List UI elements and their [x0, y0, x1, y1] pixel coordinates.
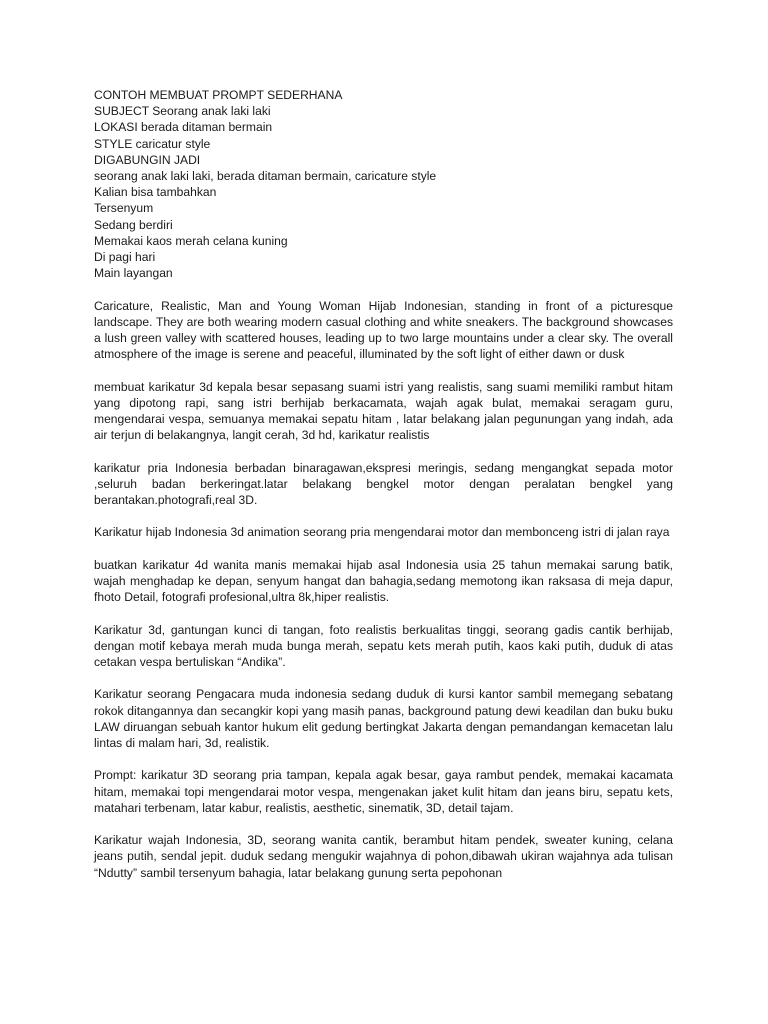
- prompt-paragraph: karikatur pria Indonesia berbadan binaragawan,ekspresi meringis, sedang mengangkat sepada motor ,seluruh badan berkeringat.latar belakang bengkel motor dengan peralatan bengkel yang berantakan.photografi,real 3D.: [94, 460, 673, 508]
- prompt-paragraph: buatkan karikatur 4d wanita manis memakai hijab asal Indonesia usia 25 tahun memakai sarung batik, wajah menghadap ke depan, senyum hangat dan bahagia,sedang memotong ikan raksasa di meja dapur, fhoto Detail, fotografi profesional,ultra 8k,hiper realistis.: [94, 557, 673, 605]
- intro-line: Sedang berdiri: [94, 217, 173, 232]
- intro-line: CONTOH MEMBUAT PROMPT SEDERHANA: [94, 88, 343, 102]
- intro-line: Di pagi hari: [94, 250, 156, 265]
- intro-line: SUBJECT Seorang anak laki laki: [94, 104, 271, 119]
- prompt-paragraph: Karikatur hijab Indonesia 3d animation seorang pria mengendarai motor dan membonceng istri di jalan raya: [94, 525, 670, 540]
- intro-line: DIGABUNGIN JADI: [94, 152, 201, 167]
- intro-line: Memakai kaos merah celana kuning: [94, 233, 288, 248]
- intro-line: Tersenyum: [94, 201, 154, 216]
- prompt-paragraph: membuat karikatur 3d kepala besar sepasang suami istri yang realistis, sang suami memiliki rambut hitam yang dipotong rapi, sang istri berhijab berkacamata, wajah agak bulat, memakai seragam guru, mengendarai vespa, semuanya memakai sepatu hitam , latar belakang jalan pegunungan yang indah, ada air terjun di belakangnya, langit cerah, 3d hd, karikatur realistis: [94, 379, 673, 443]
- intro-line: Main layangan: [94, 266, 173, 281]
- prompt-paragraph: Karikatur wajah Indonesia, 3D, seorang wanita cantik, berambut hitam pendek, sweater kuning, celana jeans putih, sendal jepit. duduk sedang mengukir wajahnya di pohon,dibawah ukiran wajahnya ada tulisan “Ndutty” sambil tersenyum bahagia, latar belakang gunung serta pepohonan: [94, 833, 673, 880]
- intro-line: seorang anak laki laki, berada ditaman bermain, caricature style: [94, 169, 437, 184]
- prompt-paragraph: Prompt: karikatur 3D seorang pria tampan, kepala agak besar, gaya rambut pendek, memakai kacamata hitam, memakai topi mengendarai motor vespa, mengenakan jaket kulit hitam dan jeans biru, sepatu kets, matahari terbenam, latar kabur, realistis, aesthetic, sinematik, 3D, detail tajam.: [94, 768, 673, 815]
- document-body: [94, 87, 673, 881]
- prompt-paragraph: Karikatur 3d, gantungan kunci di tangan, foto realistis berkualitas tinggi, seorang gadis cantik berhijab, dengan motif kebaya merah muda bunga merah, sepatu kets merah putih, kaos kaki putih, duduk di atas cetakan vespa bertuliskan “Andika”.: [94, 622, 673, 670]
- prompt-paragraph: Caricature, Realistic, Man and Young Woman Hijab Indonesian, standing in front of a picturesque landscape. They are both wearing modern casual clothing and white sneakers. The background showcases a lush green valley with scattered houses, leading up to two large mountains under a clear sky. The overall atmosphere of the image is serene and peaceful, illuminated by the soft light of either dawn or dusk: [94, 298, 673, 362]
- intro-line: LOKASI berada ditaman bermain: [94, 120, 273, 135]
- intro-line: STYLE caricatur style: [94, 136, 211, 151]
- prompt-paragraph: Karikatur seorang Pengacara muda indonesia sedang duduk di kursi kantor sambil memegang sebatang rokok ditangannya dan secangkir kopi yang masih panas, background patung dewi keadilan dan buku buku LAW diruangan sebuah kantor hukum elit gedung bertingkat Jakarta dengan pemandangan kemacetan lalu lintas di malam hari, 3d, realistik.: [94, 687, 673, 751]
- intro-block: [94, 87, 673, 281]
- intro-line: Kalian bisa tambahkan: [94, 185, 217, 200]
